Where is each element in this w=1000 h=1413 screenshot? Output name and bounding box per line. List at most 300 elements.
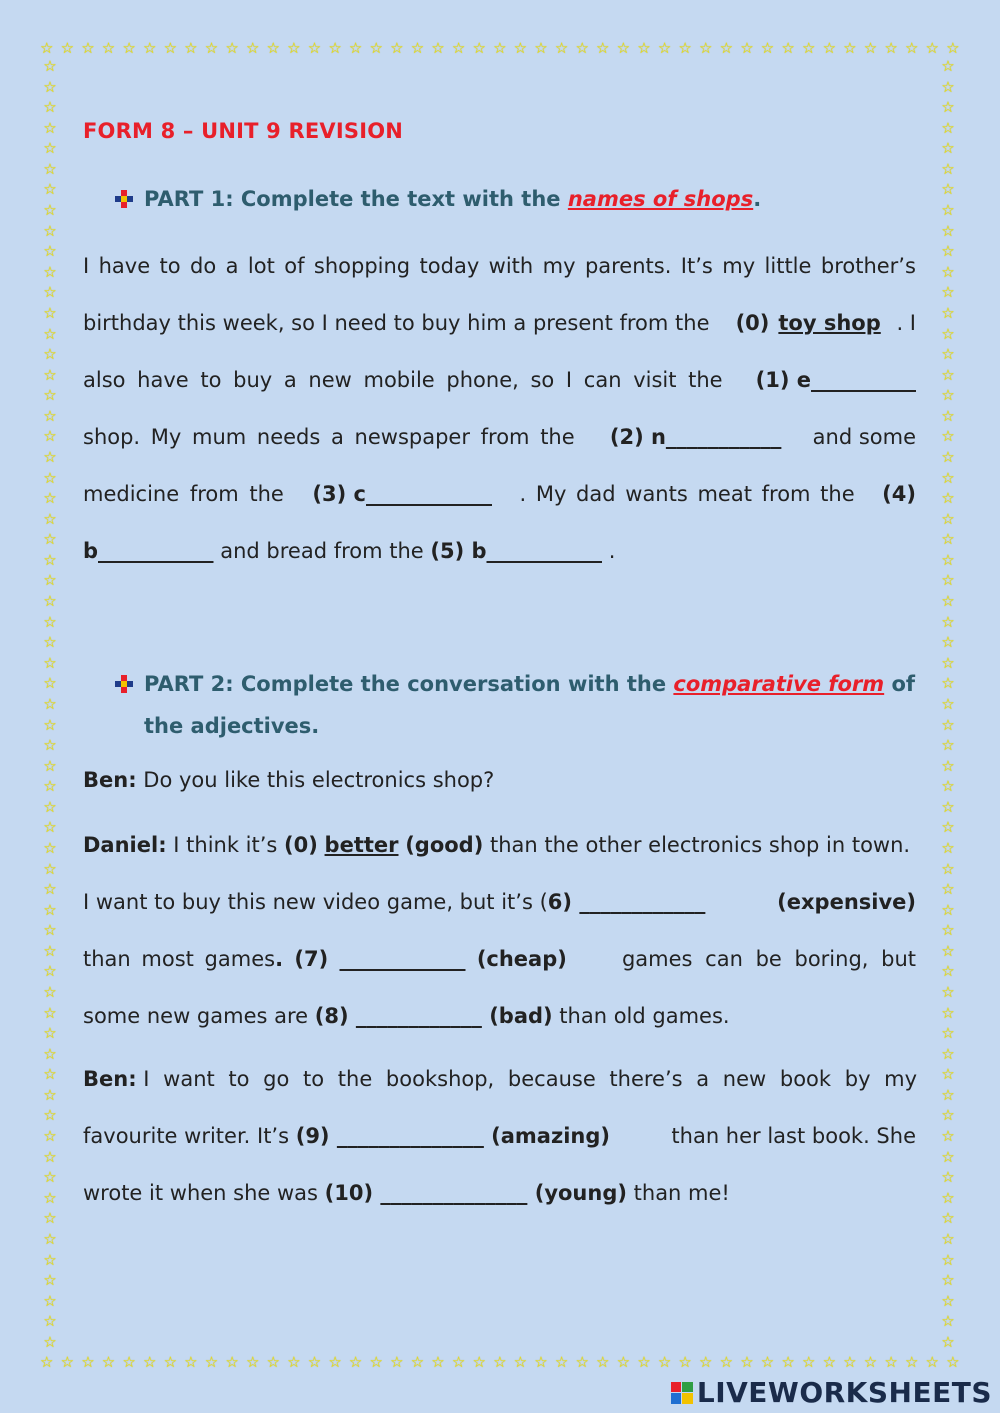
star-icon: ☆	[43, 941, 57, 960]
star-icon: ☆	[43, 57, 57, 75]
star-icon: ☆	[307, 39, 322, 57]
star-icon: ☆	[941, 694, 955, 713]
star-icon: ☆	[43, 1024, 57, 1043]
star-icon: ☆	[941, 859, 955, 878]
star-border-right	[938, 58, 958, 1350]
star-icon: ☆	[43, 1065, 57, 1084]
star-icon: ☆	[904, 39, 919, 57]
paragraph-text: also have to buy a new mobile phone, so I can visit the	[83, 368, 735, 392]
adjective-hint: (young)	[534, 1181, 627, 1205]
star-icon: ☆	[941, 1271, 955, 1290]
star-icon: ☆	[941, 777, 955, 796]
blank-5[interactable]: (5) b___________	[430, 539, 603, 563]
star-icon: ☆	[43, 777, 57, 796]
star-icon: ☆	[348, 39, 363, 57]
star-icon: ☆	[390, 1353, 404, 1371]
dialogue-text: than old games.	[552, 1004, 730, 1028]
part1-heading	[113, 178, 916, 220]
star-icon: ☆	[43, 406, 57, 425]
star-icon: ☆	[941, 941, 955, 960]
star-icon: ☆	[43, 118, 57, 137]
dialogue-text: than the other electronics shop in town.	[483, 833, 911, 857]
dialogue-text: Do you like this electronics shop?	[136, 768, 495, 792]
star-icon: ☆	[40, 39, 54, 57]
star-icon: ☆	[431, 39, 445, 57]
part1-heading-emphasis: names of shops	[567, 187, 754, 211]
star-icon: ☆	[163, 1353, 178, 1371]
star-icon: ☆	[941, 180, 955, 199]
dialogue-text: wrote it when she was	[83, 1181, 325, 1205]
star-icon: ☆	[637, 39, 651, 57]
star-icon: ☆	[941, 612, 955, 631]
star-icon: ☆	[163, 39, 178, 57]
paragraph-word: have	[98, 254, 151, 278]
dialogue-ben-2	[83, 1051, 916, 1222]
star-icon: ☆	[941, 550, 955, 569]
star-icon: ☆	[941, 1147, 955, 1166]
paragraph-word: lot	[247, 254, 275, 278]
star-icon: ☆	[678, 39, 692, 57]
star-icon: ☆	[451, 1353, 466, 1371]
star-border-bottom	[40, 1352, 960, 1372]
paragraph-word: do	[190, 254, 217, 278]
star-icon: ☆	[941, 571, 955, 590]
star-icon: ☆	[941, 1024, 955, 1043]
star-icon: ☆	[941, 962, 955, 981]
dialogue-text: games can be boring, but	[609, 947, 916, 971]
star-icon: ☆	[43, 694, 57, 713]
blank-9[interactable]: ______________	[329, 1124, 492, 1148]
star-icon: ☆	[941, 736, 955, 755]
star-icon: ☆	[760, 1353, 775, 1371]
blank-8-number: (8)	[314, 1004, 349, 1028]
star-icon: ☆	[184, 1353, 198, 1371]
star-icon: ☆	[43, 386, 57, 405]
star-icon: ☆	[843, 39, 857, 57]
paragraph-word: little	[764, 254, 812, 278]
example-number: (0)	[735, 311, 770, 335]
part1-heading-end: .	[753, 187, 762, 211]
star-icon: ☆	[43, 736, 57, 755]
star-icon: ☆	[43, 1106, 57, 1125]
blank-1[interactable]: (1) e__________	[755, 368, 916, 392]
star-icon: ☆	[941, 797, 955, 816]
part1-paragraph	[83, 238, 916, 580]
star-icon: ☆	[122, 39, 136, 57]
star-icon: ☆	[43, 221, 57, 240]
star-icon: ☆	[493, 39, 507, 57]
star-icon: ☆	[941, 1291, 955, 1310]
paragraph-text: birthday this week, so I need to buy him a present from the	[83, 311, 717, 335]
part2-heading-end: of	[884, 672, 916, 696]
star-icon: ☆	[43, 859, 57, 878]
star-icon: ☆	[43, 365, 57, 384]
star-icon: ☆	[43, 880, 57, 899]
star-icon: ☆	[43, 283, 57, 302]
paragraph-line	[83, 523, 916, 580]
part2-heading-emphasis: comparative form	[673, 672, 885, 696]
blank-4-number: (4)	[882, 482, 916, 506]
star-icon: ☆	[81, 39, 95, 57]
star-icon: ☆	[822, 39, 837, 57]
star-icon: ☆	[43, 592, 57, 611]
star-icon: ☆	[43, 1188, 57, 1207]
adjective-hint: (cheap)	[476, 947, 567, 971]
star-icon: ☆	[941, 509, 955, 528]
star-icon: ☆	[60, 39, 75, 57]
star-icon: ☆	[941, 1312, 955, 1331]
star-icon: ☆	[941, 592, 955, 611]
liveworksheets-logo-icon	[671, 1382, 693, 1404]
star-icon: ☆	[941, 983, 955, 1002]
star-icon: ☆	[43, 427, 57, 446]
star-icon: ☆	[307, 1353, 322, 1371]
star-icon: ☆	[40, 1353, 54, 1371]
paragraph-text: .	[602, 539, 616, 563]
star-icon: ☆	[245, 39, 260, 57]
star-icon: ☆	[941, 365, 955, 384]
star-icon: ☆	[719, 1353, 734, 1371]
star-icon: ☆	[719, 39, 734, 57]
star-icon: ☆	[941, 406, 955, 425]
paragraph-word: a	[225, 254, 239, 278]
star-icon: ☆	[760, 39, 775, 57]
paragraph-word: to	[159, 254, 181, 278]
star-icon: ☆	[941, 880, 955, 899]
paragraph-word: It’s	[680, 254, 713, 278]
paragraph-text: medicine from the	[83, 482, 295, 506]
star-icon: ☆	[43, 489, 57, 508]
paragraph-line	[83, 238, 916, 295]
paragraph-line	[83, 352, 916, 409]
star-icon: ☆	[941, 633, 955, 652]
paragraph-word: my	[722, 254, 756, 278]
star-icon: ☆	[941, 1065, 955, 1084]
dialogue-line	[83, 988, 916, 1045]
cross-bullet-icon	[113, 178, 135, 220]
star-icon: ☆	[863, 39, 878, 57]
star-icon: ☆	[925, 39, 939, 57]
star-icon: ☆	[43, 530, 57, 549]
star-icon: ☆	[43, 1209, 57, 1228]
star-icon: ☆	[43, 550, 57, 569]
star-icon: ☆	[843, 1353, 857, 1371]
star-icon: ☆	[43, 612, 57, 631]
star-icon: ☆	[43, 1291, 57, 1310]
star-icon: ☆	[863, 1353, 878, 1371]
dialogue-text: I want to buy this new video game, but it’s (	[83, 890, 548, 914]
star-icon: ☆	[43, 303, 57, 322]
star-icon: ☆	[657, 1353, 672, 1371]
star-icon: ☆	[204, 39, 219, 57]
paragraph-line	[83, 409, 916, 466]
star-icon: ☆	[534, 1353, 548, 1371]
dialogue-line	[83, 931, 916, 988]
star-icon: ☆	[575, 1353, 589, 1371]
adjective-hint: (expensive)	[777, 890, 916, 914]
cross-bullet-icon	[113, 663, 135, 705]
star-icon: ☆	[941, 1168, 955, 1187]
blank-10[interactable]: ______________	[373, 1181, 535, 1205]
star-icon: ☆	[941, 674, 955, 693]
star-icon: ☆	[43, 983, 57, 1002]
star-icon: ☆	[390, 39, 404, 57]
star-icon: ☆	[472, 1353, 486, 1371]
star-icon: ☆	[884, 1353, 898, 1371]
dialogue-text: than her last book. She	[664, 1124, 916, 1148]
star-icon: ☆	[941, 1106, 955, 1125]
paragraph-text: and bread from the	[213, 539, 431, 563]
paragraph-line	[83, 295, 916, 352]
dialogue-text: some new games are	[83, 1004, 315, 1028]
star-icon: ☆	[43, 159, 57, 178]
part2-heading	[113, 663, 916, 747]
star-icon: ☆	[941, 57, 955, 75]
blank-10-number: (10)	[324, 1181, 374, 1205]
star-icon: ☆	[941, 262, 955, 281]
star-icon: ☆	[43, 345, 57, 364]
star-icon: ☆	[225, 39, 239, 57]
dialogue-text: I want to go to the bookshop, because there’s a new book by my	[143, 1067, 918, 1091]
star-icon: ☆	[941, 427, 955, 446]
paragraph-word: parents.	[584, 254, 672, 278]
blank-6-number: 6	[547, 890, 563, 914]
star-icon: ☆	[451, 39, 466, 57]
star-icon: ☆	[822, 1353, 837, 1371]
star-icon: ☆	[43, 1250, 57, 1269]
star-icon: ☆	[941, 201, 955, 220]
star-icon: ☆	[941, 345, 955, 364]
star-icon: ☆	[43, 468, 57, 487]
star-icon: ☆	[43, 1147, 57, 1166]
blank-2[interactable]: (2) n___________	[609, 425, 782, 449]
star-icon: ☆	[884, 39, 898, 57]
star-icon: ☆	[43, 921, 57, 940]
star-icon: ☆	[941, 283, 955, 302]
star-icon: ☆	[266, 39, 280, 57]
star-icon: ☆	[941, 1188, 955, 1207]
star-icon: ☆	[43, 1044, 57, 1063]
star-icon: ☆	[941, 242, 955, 261]
star-icon: ☆	[348, 1353, 363, 1371]
star-icon: ☆	[101, 39, 116, 57]
watermark-text: LIVEWORKSHEETS	[696, 1376, 992, 1409]
star-icon: ☆	[596, 1353, 610, 1371]
star-icon: ☆	[801, 39, 816, 57]
paragraph-line	[83, 466, 916, 523]
star-icon: ☆	[941, 715, 955, 734]
blank-9-number: (9)	[295, 1124, 330, 1148]
star-icon: ☆	[369, 39, 383, 57]
star-icon: ☆	[43, 201, 57, 220]
star-icon: ☆	[43, 180, 57, 199]
star-icon: ☆	[941, 159, 955, 178]
star-icon: ☆	[142, 1353, 157, 1371]
star-icon: ☆	[699, 1353, 713, 1371]
star-icon: ☆	[43, 900, 57, 919]
star-icon: ☆	[678, 1353, 692, 1371]
star-icon: ☆	[941, 1229, 955, 1248]
star-icon: ☆	[60, 1353, 75, 1371]
star-icon: ☆	[781, 39, 795, 57]
star-icon: ☆	[81, 1353, 95, 1371]
star-icon: ☆	[43, 509, 57, 528]
star-icon: ☆	[204, 1353, 219, 1371]
star-icon: ☆	[781, 1353, 795, 1371]
star-icon: ☆	[554, 39, 569, 57]
star-icon: ☆	[941, 1127, 955, 1146]
blank-4[interactable]: b___________	[83, 539, 214, 563]
star-icon: ☆	[941, 921, 955, 940]
star-icon: ☆	[941, 900, 955, 919]
star-icon: ☆	[43, 653, 57, 672]
star-icon: ☆	[941, 139, 955, 158]
star-icon: ☆	[43, 633, 57, 652]
star-icon: ☆	[493, 1353, 507, 1371]
paragraph-text: . I	[889, 311, 916, 335]
star-icon: ☆	[43, 242, 57, 261]
star-icon: ☆	[946, 1353, 960, 1371]
dialogue-line	[83, 1051, 916, 1108]
star-icon: ☆	[122, 1353, 136, 1371]
dialogue-text: favourite writer. It’s	[83, 1124, 296, 1148]
dialogue-line	[83, 874, 916, 931]
paragraph-word: of	[284, 254, 305, 278]
example-answer: toy shop	[778, 311, 881, 335]
star-icon: ☆	[941, 98, 955, 117]
star-icon: ☆	[596, 39, 610, 57]
paragraph-text: . My dad wants meat from the	[509, 482, 865, 506]
speaker-daniel: Daniel:	[83, 833, 167, 857]
star-icon: ☆	[369, 1353, 383, 1371]
star-icon: ☆	[941, 818, 955, 837]
star-icon: ☆	[43, 1127, 57, 1146]
star-icon: ☆	[43, 818, 57, 837]
star-icon: ☆	[43, 1312, 57, 1331]
star-icon: ☆	[925, 1353, 939, 1371]
star-icon: ☆	[554, 1353, 569, 1371]
star-icon: ☆	[941, 838, 955, 857]
blank-7[interactable]: ____________	[328, 947, 477, 971]
star-icon: ☆	[941, 386, 955, 405]
star-icon: ☆	[941, 1250, 955, 1269]
star-icon: ☆	[43, 715, 57, 734]
star-icon: ☆	[941, 468, 955, 487]
star-icon: ☆	[472, 39, 486, 57]
dialogue-text: than me!	[626, 1181, 730, 1205]
star-icon: ☆	[142, 39, 157, 57]
star-icon: ☆	[43, 324, 57, 343]
star-icon: ☆	[637, 1353, 651, 1371]
star-icon: ☆	[699, 39, 713, 57]
star-icon: ☆	[225, 1353, 239, 1371]
star-icon: ☆	[43, 1003, 57, 1022]
star-icon: ☆	[328, 1353, 342, 1371]
star-icon: ☆	[43, 1332, 57, 1351]
part1-heading-start: PART 1: Complete the text with the	[144, 187, 568, 211]
star-icon: ☆	[43, 139, 57, 158]
dialogue-text: than most games	[83, 947, 276, 971]
star-icon: ☆	[941, 653, 955, 672]
star-icon: ☆	[534, 39, 548, 57]
liveworksheets-watermark	[671, 1376, 992, 1409]
star-icon: ☆	[328, 39, 342, 57]
dialogue-line	[83, 1108, 916, 1165]
star-icon: ☆	[941, 221, 955, 240]
star-icon: ☆	[657, 39, 672, 57]
paragraph-word: brother’s	[820, 254, 916, 278]
star-icon: ☆	[941, 1003, 955, 1022]
star-icon: ☆	[941, 1209, 955, 1228]
paragraph-word: with	[488, 254, 534, 278]
star-icon: ☆	[43, 1168, 57, 1187]
blank-6[interactable]: ) ____________	[562, 890, 713, 914]
star-icon: ☆	[43, 838, 57, 857]
star-icon: ☆	[431, 1353, 445, 1371]
star-border-left	[40, 58, 60, 1350]
star-icon: ☆	[43, 797, 57, 816]
paragraph-text: shop. My mum needs a newspaper from the	[83, 425, 586, 449]
star-icon: ☆	[266, 1353, 280, 1371]
paragraph-word: today	[419, 254, 480, 278]
star-icon: ☆	[941, 1044, 955, 1063]
star-icon: ☆	[43, 571, 57, 590]
star-icon: ☆	[941, 1332, 955, 1351]
paragraph-word: my	[542, 254, 576, 278]
dialogue-ben-1	[83, 752, 916, 809]
star-icon: ☆	[740, 39, 754, 57]
dialogue	[83, 752, 916, 1222]
star-icon: ☆	[43, 962, 57, 981]
example-number: (0)	[284, 833, 318, 857]
star-icon: ☆	[941, 118, 955, 137]
star-icon: ☆	[941, 489, 955, 508]
star-icon: ☆	[801, 1353, 816, 1371]
speaker-ben: Ben:	[83, 1067, 137, 1091]
adjective-hint: (amazing)	[491, 1124, 610, 1148]
star-icon: ☆	[941, 1085, 955, 1104]
star-icon: ☆	[513, 1353, 528, 1371]
star-icon: ☆	[43, 1085, 57, 1104]
star-icon: ☆	[941, 530, 955, 549]
star-icon: ☆	[740, 1353, 754, 1371]
star-icon: ☆	[904, 1353, 919, 1371]
blank-7-number: . (7)	[275, 947, 329, 971]
blank-3[interactable]: (3) c____________	[312, 482, 492, 506]
worksheet-title: FORM 8 – UNIT 9 REVISION	[83, 119, 404, 143]
paragraph-word: shopping	[313, 254, 411, 278]
star-icon: ☆	[575, 39, 589, 57]
star-icon: ☆	[616, 39, 631, 57]
star-icon: ☆	[941, 447, 955, 466]
star-icon: ☆	[43, 674, 57, 693]
star-icon: ☆	[941, 77, 955, 96]
dialogue-daniel	[83, 817, 916, 1045]
star-icon: ☆	[287, 1353, 301, 1371]
adjective-hint: (good)	[405, 833, 484, 857]
star-icon: ☆	[43, 77, 57, 96]
star-icon: ☆	[941, 756, 955, 775]
blank-8[interactable]: ____________	[348, 1004, 490, 1028]
paragraph-word: I	[83, 254, 90, 278]
star-icon: ☆	[410, 1353, 425, 1371]
star-icon: ☆	[43, 1271, 57, 1290]
dialogue-line	[83, 1165, 916, 1222]
dialogue-line	[83, 817, 916, 874]
star-icon: ☆	[43, 447, 57, 466]
part2-heading-line2: the adjectives.	[144, 714, 320, 738]
star-icon: ☆	[941, 324, 955, 343]
